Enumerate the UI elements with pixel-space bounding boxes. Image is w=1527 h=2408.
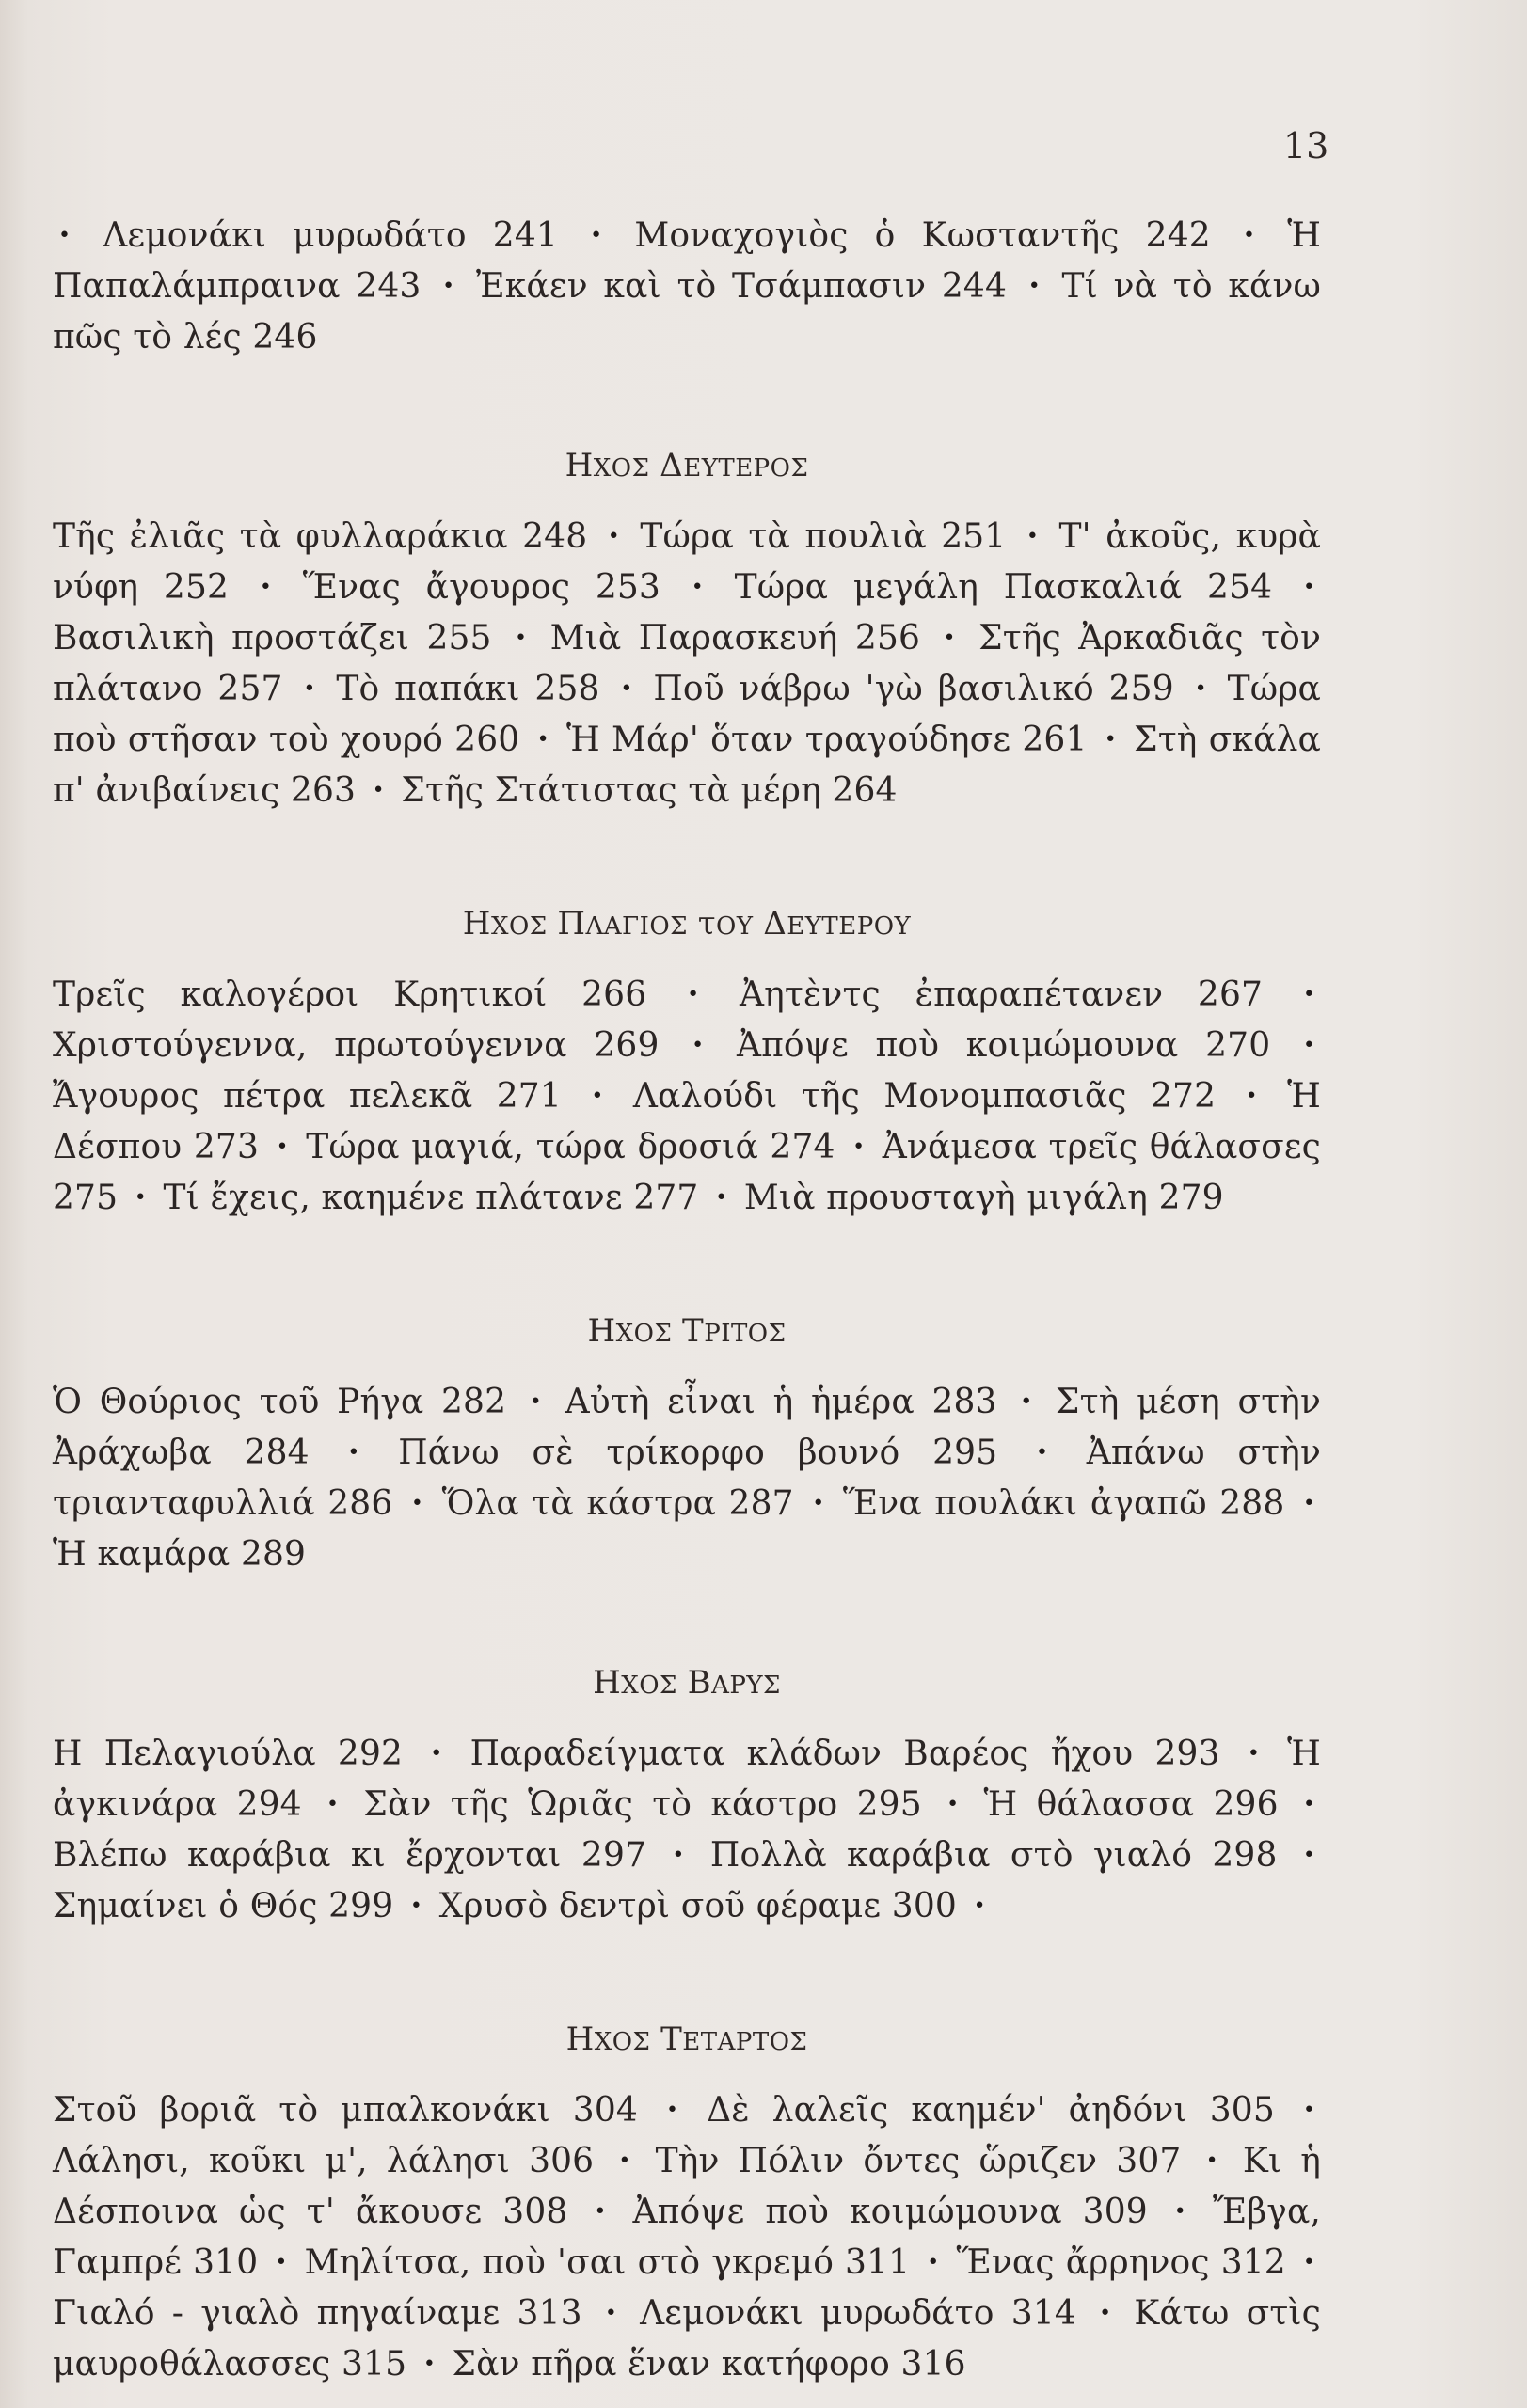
song-entry: Λεμονάκι μυρωδάτο 314 bbox=[640, 2294, 1076, 2333]
bullet-separator: • bbox=[326, 1793, 340, 1816]
bullet-separator: • bbox=[422, 2353, 436, 2376]
song-entry: Ὁ Θούριος τοῦ Ρήγα 282 bbox=[53, 1383, 507, 1421]
song-entry: Ἔβγα, Γαμπρέ 310 bbox=[53, 2193, 1322, 2282]
bullet-separator: • bbox=[276, 1135, 289, 1159]
song-entry: Μιὰ προυσταγὴ μιγάλη 279 bbox=[743, 1179, 1224, 1217]
section-entry-list bbox=[53, 1379, 1321, 1577]
song-entry: Τὴν Πόλιν ὄντες ὥριζεν 307 bbox=[655, 2142, 1182, 2180]
section-heading: ΗΧΟΣ ΔΕΥΤΕΡΟΣ bbox=[565, 447, 809, 484]
page-number: 13 bbox=[1283, 125, 1329, 166]
song-entry: Βλέπω καράβια κι ἔρχονται 297 bbox=[53, 1836, 647, 1875]
song-entry: Τί νὰ τὸ κάνω πῶς τὸ λές 246 bbox=[53, 267, 1321, 356]
song-entry: Ἡ καμάρα 289 bbox=[53, 1535, 307, 1574]
song-entry: Λεμονάκι μυρωδάτο 241 bbox=[103, 216, 558, 255]
bullet-separator: • bbox=[687, 983, 700, 1006]
table-of-contents bbox=[53, 213, 1321, 2392]
song-entry: Ἀπόψε ποὺ κοιμώμουνα 309 bbox=[632, 2193, 1148, 2231]
song-entry: Ὅλα τὰ κάστρα 287 bbox=[441, 1484, 794, 1523]
song-entry: Στὴ μέση στὴν Ἀράχωβα 284 bbox=[53, 1383, 1322, 1472]
section-entry-list bbox=[53, 514, 1321, 818]
bullet-separator: • bbox=[1020, 1390, 1033, 1414]
song-entry: Σημαίνει ὁ Θός 299 bbox=[53, 1887, 394, 1925]
song-entry: Ἕνας ἄρρηνος 312 bbox=[956, 2243, 1286, 2282]
sections-container bbox=[53, 360, 1321, 2392]
bullet-separator: • bbox=[1302, 1034, 1316, 1057]
song-entry: Μιὰ Παρασκευή 256 bbox=[549, 619, 921, 657]
song-entry: Παραδείγματα κλάδων Βαρέος ἤχου 293 bbox=[469, 1735, 1220, 1773]
song-entry: Αὐτὴ εἶναι ἡ ἡμέρα 283 bbox=[565, 1383, 997, 1421]
bullet-separator: • bbox=[946, 1793, 960, 1816]
bullet-separator: • bbox=[620, 677, 633, 701]
section-spacer bbox=[53, 1704, 1321, 1731]
song-entry: Τώρα τὰ πουλιὰ 251 bbox=[640, 517, 1007, 556]
song-entry: Χρυσὸ δεντρὶ σοῦ φέραμε 300 bbox=[438, 1887, 957, 1925]
bullet-separator: • bbox=[1302, 1492, 1316, 1515]
song-entry: Ἡ Δέσπου 273 bbox=[53, 1077, 1322, 1166]
bullet-separator: • bbox=[812, 1492, 825, 1515]
bullet-separator: • bbox=[1026, 525, 1039, 548]
song-entry: Λαλούδι τῆς Μονομπασιᾶς 272 bbox=[632, 1077, 1217, 1116]
bullet-separator: • bbox=[692, 1034, 705, 1057]
bullet-separator: • bbox=[1194, 677, 1207, 701]
bullet-separator: • bbox=[1173, 2200, 1186, 2224]
song-entry: Στοῦ βοριᾶ τὸ μπαλκονάκι 304 bbox=[53, 2091, 638, 2130]
section-spacer bbox=[53, 945, 1321, 972]
song-entry: Στὴ σκάλα π' ἀνιβαίνεις 263 bbox=[53, 721, 1322, 810]
song-entry: Ἀπόψε ποὺ κοιμώμουνα 270 bbox=[736, 1026, 1271, 1065]
bullet-separator: • bbox=[430, 1742, 443, 1766]
bullet-separator: • bbox=[1035, 1441, 1049, 1465]
bullet-separator: • bbox=[1104, 728, 1117, 752]
song-entry: Μοναχογιὸς ὁ Κωσταντῆς 242 bbox=[634, 216, 1211, 255]
bullet-separator: • bbox=[442, 275, 455, 298]
song-entry: Στῆς Ἀρκαδιᾶς τὸν πλάτανο 257 bbox=[53, 619, 1322, 708]
intro-entry-list bbox=[53, 213, 1321, 360]
song-entry: Σὰν πῆρα ἕναν κατήφορο 316 bbox=[452, 2345, 966, 2384]
bullet-separator: • bbox=[1245, 1085, 1258, 1108]
song-entry: Βασιλικὴ προστάζει 255 bbox=[53, 619, 492, 657]
section-heading: ΗΧΟΣ ΒΑΡΥΣ bbox=[593, 1664, 781, 1702]
section-heading: ΗΧΟΣ ΤΡΙΤΟΣ bbox=[587, 1312, 787, 1350]
bullet-separator: • bbox=[1302, 1793, 1316, 1816]
song-entry: Κάτω στὶς μαυροθάλασσες 315 bbox=[53, 2294, 1321, 2384]
song-entry: Δὲ λαλεῖς καημέν' ἀηδόνι 305 bbox=[707, 2091, 1275, 2130]
song-entry: Τὸ παπάκι 258 bbox=[336, 670, 600, 708]
song-entry: Τῆς ἐλιᾶς τὰ φυλλαράκια 248 bbox=[53, 517, 588, 556]
bullet-separator: • bbox=[591, 1085, 604, 1108]
song-entry: Τώρα μαγιά, τώρα δροσιά 274 bbox=[306, 1128, 835, 1166]
bullet-separator: • bbox=[973, 1894, 986, 1918]
song-entry: Μηλίτσα, ποὺ 'σαι στὸ γκρεμό 311 bbox=[304, 2243, 911, 2282]
song-entry: Ἀπάνω στὴν τριανταφυλλιά 286 bbox=[53, 1434, 1321, 1523]
section-heading: ΗΧΟΣ ΤΕΤΑΡΤΟΣ bbox=[565, 2020, 808, 2058]
song-entry: Ἡ θάλασσα 296 bbox=[983, 1785, 1279, 1824]
song-entry: Λάλησι, κοῦκι μ', λάλησι 306 bbox=[53, 2142, 595, 2180]
song-entry: Σὰν τῆς Ὡριᾶς τὸ κάστρο 295 bbox=[363, 1785, 922, 1824]
section-spacer bbox=[53, 1934, 1321, 2020]
bullet-separator: • bbox=[672, 1844, 685, 1867]
song-entry: Ἄγουρος πέτρα πελεκᾶ 271 bbox=[53, 1077, 562, 1116]
bullet-separator: • bbox=[1302, 2251, 1316, 2274]
bullet-separator: • bbox=[536, 728, 549, 752]
bullet-separator: • bbox=[372, 779, 385, 802]
song-entry: Τρεῖς καλογέροι Κρητικοί 266 bbox=[53, 975, 647, 1014]
bullet-separator: • bbox=[1302, 983, 1316, 1006]
bullet-separator: • bbox=[618, 2149, 631, 2173]
bullet-separator: • bbox=[1205, 2149, 1218, 2173]
bullet-separator: • bbox=[303, 677, 316, 701]
bullet-separator: • bbox=[1027, 275, 1041, 298]
bullet-separator: • bbox=[852, 1135, 866, 1159]
song-entry: Γιαλό - γιαλὸ πηγαίναμε 313 bbox=[53, 2294, 582, 2333]
section-spacer bbox=[53, 818, 1321, 905]
bullet-separator: • bbox=[259, 576, 272, 599]
bullet-separator: • bbox=[1302, 576, 1316, 599]
bullet-separator: • bbox=[604, 2302, 617, 2325]
bullet-separator: • bbox=[1302, 1844, 1316, 1867]
song-entry: Χριστούγεννα, πρωτούγεννα 269 bbox=[53, 1026, 660, 1065]
bullet-separator: • bbox=[691, 576, 704, 599]
bullet-separator: • bbox=[1099, 2302, 1112, 2325]
song-entry: Ἀητὲντς ἐπαραπέτανεν 267 bbox=[740, 975, 1264, 1014]
song-entry: Τώρα ποὺ στῆσαν τοὺ χουρό 260 bbox=[53, 670, 1322, 759]
bullet-separator: • bbox=[409, 1894, 422, 1918]
section-entry-list bbox=[53, 972, 1321, 1226]
bullet-separator: • bbox=[347, 1441, 360, 1465]
song-entry: Η Πελαγιούλα 292 bbox=[53, 1735, 404, 1773]
section-spacer bbox=[53, 360, 1321, 447]
song-entry: Ἡ ἀγκινάρα 294 bbox=[53, 1735, 1322, 1824]
bullet-separator: • bbox=[1247, 1742, 1260, 1766]
section-spacer bbox=[53, 2061, 1321, 2087]
song-entry: Τί ἔχεις, καημένε πλάτανε 277 bbox=[163, 1179, 699, 1217]
section-entry-list bbox=[53, 1731, 1321, 1934]
song-entry: Κι ἡ Δέσποινα ὡς τ' ἄκουσε 308 bbox=[53, 2142, 1322, 2231]
section-spacer bbox=[53, 1353, 1321, 1379]
section-spacer bbox=[53, 487, 1321, 514]
bullet-separator: • bbox=[275, 2251, 288, 2274]
bullet-separator: • bbox=[594, 2200, 607, 2224]
bullet-separator: • bbox=[1302, 2099, 1316, 2122]
bullet-separator: • bbox=[590, 224, 603, 247]
bullet-separator: • bbox=[1242, 224, 1256, 247]
song-entry: Πολλὰ καράβια στὸ γιαλό 298 bbox=[709, 1836, 1278, 1875]
bullet-separator: • bbox=[529, 1390, 542, 1414]
section-heading: ΗΧΟΣ ΠΛΑΓΙΟΣ τΟΥ ΔΕΥΤΕΡΟΥ bbox=[462, 905, 912, 943]
song-entry: Ἕνα πουλάκι ἀγαπῶ 288 bbox=[842, 1484, 1285, 1523]
song-entry: Ποῦ νάβρω 'γὼ βασιλικό 259 bbox=[653, 670, 1174, 708]
song-entry: Ἕνας ἄγουρος 253 bbox=[302, 568, 660, 607]
bullet-separator: • bbox=[715, 1186, 728, 1210]
song-entry: Στῆς Στάτιστας τὰ μέρη 264 bbox=[401, 771, 898, 810]
song-entry: Ἡ Παπαλάμπραινα 243 bbox=[53, 216, 1322, 306]
bullet-separator: • bbox=[927, 2251, 940, 2274]
song-entry: Ἐκάεν καὶ τὸ Τσάμπασιν 244 bbox=[475, 267, 1008, 306]
song-entry: Ἀνάμεσα τρεῖς θάλασσες 275 bbox=[53, 1128, 1321, 1217]
song-entry: Τ' ἀκοῦς, κυρὰ νύφη 252 bbox=[53, 517, 1322, 607]
bullet-separator: • bbox=[607, 525, 620, 548]
song-entry: Πάνω σὲ τρίκορφο βουνό 295 bbox=[398, 1434, 998, 1472]
section-spacer bbox=[53, 1226, 1321, 1312]
bullet-separator: • bbox=[515, 626, 528, 650]
song-entry: Τώρα μεγάλη Πασκαλιά 254 bbox=[734, 568, 1273, 607]
song-entry: Ἡ Μάρ' ὅταν τραγούδησε 261 bbox=[565, 721, 1088, 759]
section-spacer bbox=[53, 1577, 1321, 1664]
bullet-separator: • bbox=[134, 1186, 147, 1210]
bullet-separator: • bbox=[943, 626, 956, 650]
section-entry-list bbox=[53, 2087, 1321, 2392]
bullet-separator: • bbox=[58, 224, 72, 247]
bullet-separator: • bbox=[665, 2099, 679, 2122]
bullet-separator: • bbox=[410, 1492, 424, 1515]
